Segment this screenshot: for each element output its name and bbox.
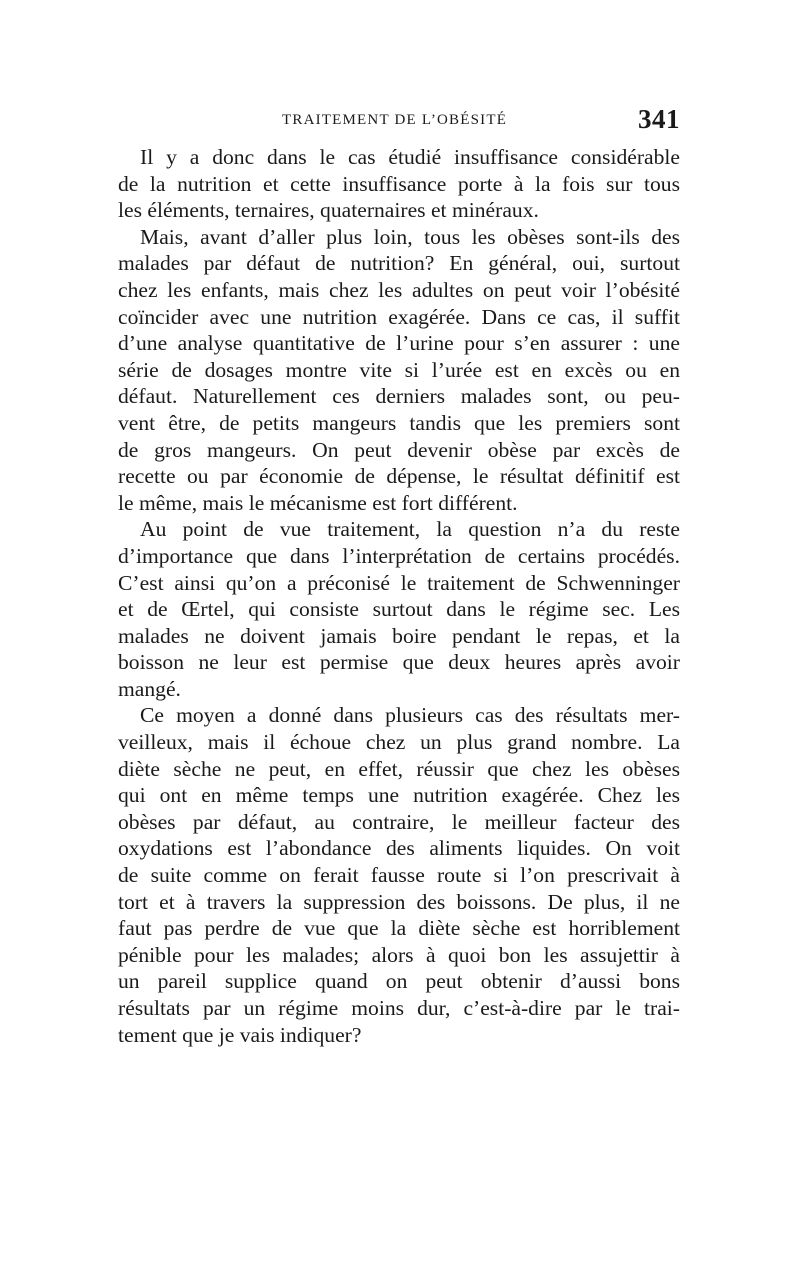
text-line: diète sèche ne peut, en effet, réussir que chez les obèses — [118, 756, 680, 781]
text-line: obèses par défaut, au contraire, le meilleur facteur des — [118, 809, 680, 834]
text-line: faut pas perdre de vue que la diète sèche est horriblement — [118, 916, 680, 941]
paragraph-4 — [118, 702, 680, 1048]
text-line: chez les enfants, mais chez les adultes on peut voir l’obésité — [118, 277, 680, 302]
text-line: Au point de vue traitement, la question n’a du reste — [140, 517, 680, 542]
text-line: tort et à travers la suppression des boissons. De plus, il ne — [118, 889, 680, 914]
text-line: Mais, avant d’aller plus loin, tous les obèses sont-ils des — [140, 224, 680, 249]
paragraph-3 — [118, 516, 680, 702]
text-line: d’importance que dans l’interprétation de certains procédés. — [118, 543, 680, 568]
text-line: coïncider avec une nutrition exagérée. Dans ce cas, il suffit — [118, 304, 680, 329]
text-line: de la nutrition et cette insuffisance porte à la fois sur tous — [118, 171, 680, 196]
text-line: mangé. — [118, 676, 181, 701]
text-line: et de Œrtel, qui consiste surtout dans le régime sec. Les — [118, 597, 680, 622]
text-line: Il y a donc dans le cas étudié insuffisance considérable — [140, 145, 680, 169]
text-line: d’une analyse quantitative de l’urine pour s’en assurer : une — [118, 331, 680, 356]
text-line: vent être, de petits mangeurs tandis que les premiers sont — [118, 410, 680, 435]
running-title: TRAITEMENT DE L’OBÉSITÉ — [282, 112, 508, 128]
text-line: tement que je vais indiquer? — [118, 1022, 362, 1047]
running-head — [118, 104, 680, 144]
page-number: 341 — [638, 104, 680, 134]
paragraph-2 — [118, 224, 680, 517]
body-text — [118, 144, 680, 1048]
text-line: série de dosages montre vite si l’urée est en excès ou en — [118, 357, 680, 382]
text-line: le même, mais le mécanisme est fort différent. — [118, 490, 518, 515]
text-line: recette ou par économie de dépense, le résultat définitif est — [118, 464, 680, 489]
text-line: oxydations est l’abondance des aliments liquides. On voit — [118, 836, 680, 861]
text-line: résultats par un régime moins dur, c’est-à-dire par le trai- — [118, 996, 680, 1020]
text-line: qui ont en même temps une nutrition exagérée. Chez les — [118, 783, 680, 808]
text-line: de gros mangeurs. On peut devenir obèse par excès de — [118, 437, 680, 462]
text-line: C’est ainsi qu’on a préconisé le traitement de Schwenninger — [118, 570, 680, 595]
text-line: veilleux, mais il échoue chez un plus grand nombre. La — [118, 730, 680, 755]
text-line: pénible pour les malades; alors à quoi bon les assujettir à — [118, 942, 680, 967]
text-line: les éléments, ternaires, quaternaires et minéraux. — [118, 198, 539, 223]
text-line: malades par défaut de nutrition? En général, oui, surtout — [118, 251, 680, 276]
book-page — [118, 104, 680, 1048]
text-line: Ce moyen a donné dans plusieurs cas des résultats mer- — [140, 703, 680, 728]
text-line: malades ne doivent jamais boire pendant le repas, et la — [118, 623, 680, 648]
text-line: défaut. Naturellement ces derniers malades sont, ou peu- — [118, 384, 680, 409]
text-line: un pareil supplice quand on peut obtenir d’aussi bons — [118, 969, 680, 994]
text-line: de suite comme on ferait fausse route si l’on prescrivait à — [118, 863, 680, 888]
paragraph-1 — [118, 144, 680, 224]
text-line: boisson ne leur est permise que deux heures après avoir — [118, 650, 680, 675]
